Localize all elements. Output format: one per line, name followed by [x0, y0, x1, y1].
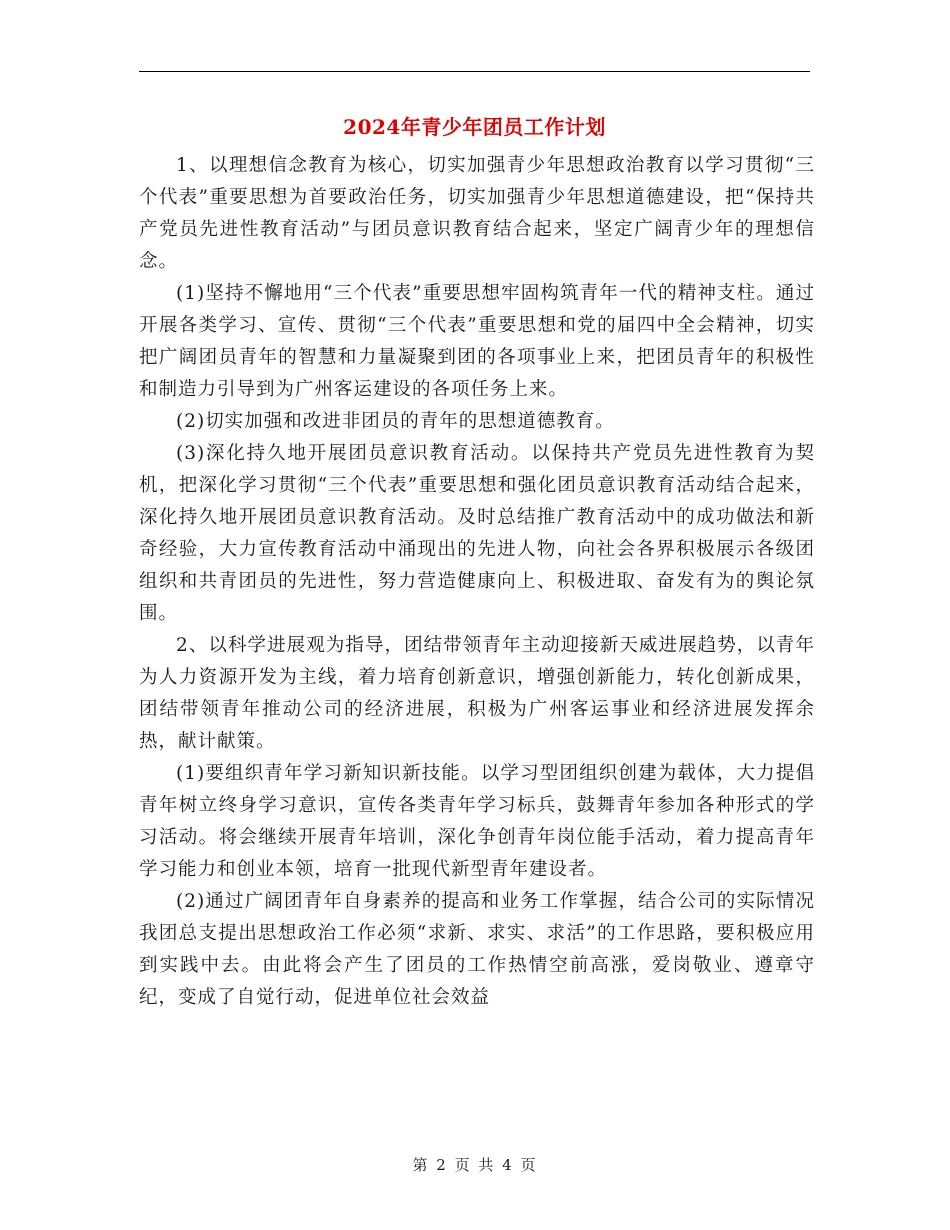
paragraph-1-3: (3)深化持久地开展团员意识教育活动。以保持共产党员先进性教育为契机，把深化学习贯彻“三个代表”重要思想和强化团员意识教育活动结合起来，深化持久地开展团员意识教育活动。及时总结推广教育活动中的成功做法和新奇经验，大力宣传教育活动中涌现出的先进人物，向社会各界积极展示各级团组织和共青团员的先进性，努力营造健康向上、积极进取、奋发有为的舆论氛围。 [139, 443, 815, 624]
paragraph-1: 1、以理想信念教育为核心，切实加强青少年思想政治教育以学习贯彻“三个代表”重要思想为首要政治任务，切实加强青少年思想道德建设，把“保持共产党员先进性教育活动”与团员意识教育结合起来，坚定广阔青少年的理想信念。 [139, 155, 815, 272]
paragraph-2: 2、以科学进展观为指导，团结带领青年主动迎接新天威进展趋势，以青年为人力资源开发为主线，着力培育创新意识，增强创新能力，转化创新成果，团结带领青年推动公司的经济进展，积极为广州客运事业和经济进展发挥余热，献计献策。 [139, 635, 815, 752]
page-number: 第 2 页 共 4 页 [412, 1156, 538, 1174]
paragraph-2-2: (2)通过广阔团青年自身素养的提高和业务工作掌握，结合公司的实际情况我团总支提出思想政治工作必须“求新、求实、求活”的工作思路，要积极应用到实践中去。由此将会产生了团员的工作热情空前高涨，爱岗敬业、遵章守纪，变成了自觉行动，促进单位社会效益 [139, 891, 815, 1008]
document-title: 2024年青少年团员工作计划 [343, 115, 606, 139]
header-rule [139, 71, 810, 72]
paragraph-1-1: (1)坚持不懈地用“三个代表”重要思想牢固构筑青年一代的精神支柱。通过开展各类学习、宣传、贯彻“三个代表”重要思想和党的届四中全会精神，切实把广阔团员青年的智慧和力量凝聚到团的各项事业上来，把团员青年的积极性和制造力引导到为广州客运建设的各项任务上来。 [139, 283, 815, 400]
paragraph-2-1: (1)要组织青年学习新知识新技能。以学习型团组织创建为载体，大力提倡青年树立终身学习意识，宣传各类青年学习标兵，鼓舞青年参加各种形式的学习活动。将会继续开展青年培训，深化争创青年岗位能手活动，着力提高青年学习能力和创业本领，培育一批现代新型青年建设者。 [139, 763, 815, 880]
document-body [139, 150, 815, 1014]
paragraph-1-2: (2)切实加强和改进非团员的青年的思想道德教育。 [176, 411, 615, 432]
